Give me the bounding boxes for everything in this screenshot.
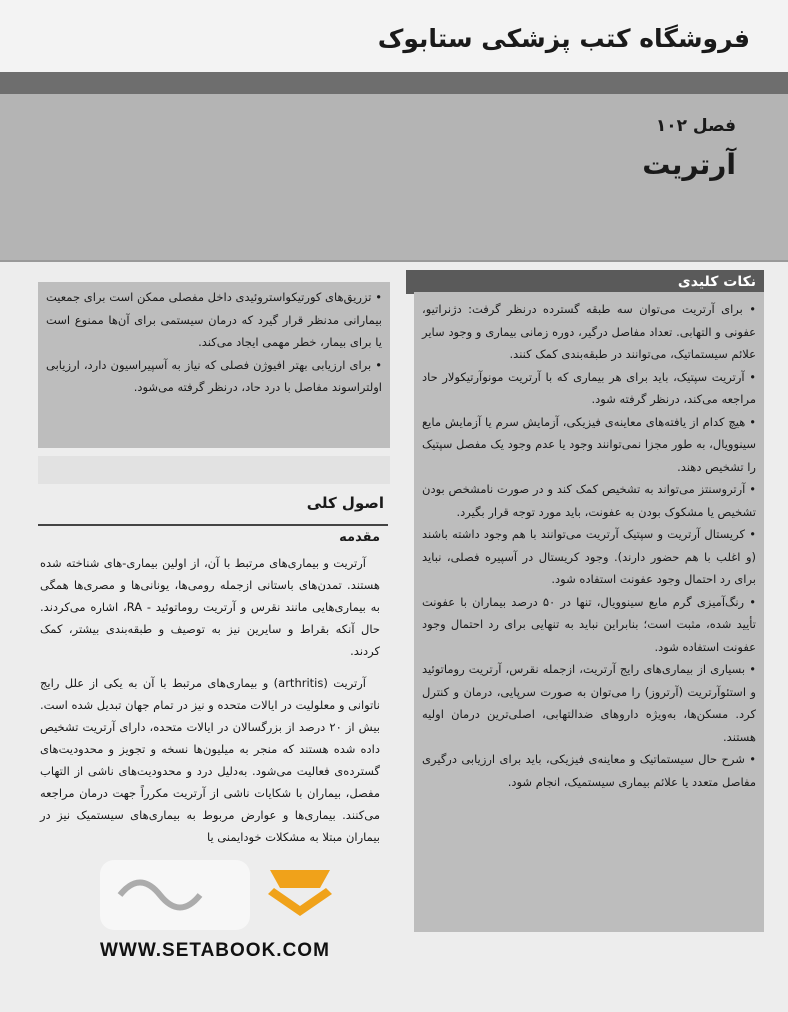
key-point: • بسیاری از بیماری‌های رایج آرتریت، ازجمله نقرس، آرتریت روماتوئید و استئوآرتریت (آرتروز) را می‌توان به صورت سرپایی، درمان و کنترل کرد. مسکن‌ها، به‌ویژه داروهای ضدالتهابی، اصلی‌ترین درمان اولیه هستند. xyxy=(422,662,756,744)
left-key-points-box xyxy=(38,282,390,448)
key-point: • آرتروسنتز می‌تواند به تشخیص کمک کند و در صورت نامشخص بودن تشخیص یا مشکوک بودن به عفونت، باید مورد توجه قرار بگیرد. xyxy=(422,482,756,519)
paragraph: آرتریت و بیماری‌های مرتبط با آن، از اولین بیماری-های شناخته شده هستند. تمدن‌های باستانی ازجمله رومی‌ها، یونانی‌ها و مصری‌ها همگی به بیماری‌هایی مانند نقرس و آرتریت روماتوئید - RA، اشاره می‌کردند. حال آنکه بقراط و سایرین نیز به توصیف و طبقه‌بندی بیشتر، کمک کردند. xyxy=(40,556,380,658)
header-divider xyxy=(0,260,788,262)
body-text xyxy=(40,552,380,858)
section-rule xyxy=(38,524,388,526)
key-point: • برای ارزیابی بهتر افیوژن فصلی که نیاز به آسپیراسیون دارد، ارزیابی اولتراسوند مفاصل با درد حاد، درنظر گرفته می‌شود. xyxy=(46,357,382,394)
key-point: • رنگ‌آمیزی گرم مایع سینوویال، تنها در ۵۰ درصد بیماران با عفونت تأیید شده، مثبت است؛ بنابراین نباید به تنهایی برای رد احتمال وجود عفونت استفاده شود. xyxy=(422,594,756,654)
setabook-logo-icon xyxy=(100,850,350,940)
chapter-number: فصل ۱۰۲ xyxy=(655,116,736,136)
key-point: • تزریق‌های کورتیکواستروئیدی داخل مفصلی ممکن است برای جمعیت بیمارانی مدنظر قرار گیرد که درمان سیستمی برای آن‌ها ممنوع است یا برای بیمار، خطر مهمی ایجاد می‌کند. xyxy=(46,290,382,349)
key-point: • هیچ کدام از یافته‌های معاینه‌ی فیزیکی، آزمایش سرم یا آزمایش مایع سینوویال، به طور مجزا نمی‌توانند وجود یا عدم وجود یک مفصل سپتیک را تشخیص دهند. xyxy=(422,414,756,474)
key-points-list xyxy=(422,298,756,793)
chapter-title: آرتریت xyxy=(642,148,736,181)
watermark-url: WWW.SETABOOK.COM xyxy=(100,940,330,961)
faded-text-strip xyxy=(38,456,390,484)
key-point: • شرح حال سیستماتیک و معاینه‌ی فیزیکی، باید برای ارزیابی درگیری مفاصل متعدد یا علائم بیماری سیستمیک، انجام شود. xyxy=(422,752,756,789)
paragraph: آرتریت (arthritis) و بیماری‌های مرتبط با آن به یکی از علل رایج ناتوانی و معلولیت در ایالات متحده و نیز در تمام جهان تبدیل شده است. بیش از ۲۰ درصد از بزرگسالان در ایالات متحده، دارای آرتریت تشخیص داده شده هستند که منجر به میلیون‌ها نسخه و تجویز و محدودیت‌های گسترده‌ی فعالیت می‌شود. به‌دلیل درد و محدودیت‌های ناشی از التهاب مفصل، بیماران با شکایات ناشی از آرتریت مکرراً جهت درمان مراجعه می‌کنند. بیماری‌ها و عوارض مربوط به بیماری‌های سیستمیک نیز در بیماران مبتلا به مشکلات خودایمنی یا xyxy=(40,676,380,844)
key-points-title: نکات کلیدی xyxy=(406,270,764,294)
header-dark-bar xyxy=(0,72,788,94)
key-point: • برای آرتریت می‌توان سه طبقه گسترده درنظر گرفت: دژنراتیو، عفونی و التهابی. تعداد مفاصل درگیر، دوره زمانی بیماری و وجود سایر علائم سیستماتیک، می‌توانند در طبقه‌بندی کمک کنند. xyxy=(422,302,756,361)
key-points-box xyxy=(414,292,764,932)
store-title: فروشگاه کتب پزشکی ستابوک xyxy=(377,24,750,53)
subsection-title: مقدمه xyxy=(339,530,380,545)
section-title: اصول کلی xyxy=(306,494,384,512)
key-point: • آرتریت سپتیک، باید برای هر بیماری که با آرتریت مونوآرتیکولار حاد مراجعه می‌کند، درنظر گرفته شود. xyxy=(422,369,756,406)
key-point: • کریستال آرتریت و سپتیک آرتریت می‌توانند با هم وجود داشته باشند (و اغلب با هم حضور دارند). وجود کریستال در آسپیره فصلی، نباید برای رد احتمال وجود عفونت استفاده شود. xyxy=(422,527,756,586)
